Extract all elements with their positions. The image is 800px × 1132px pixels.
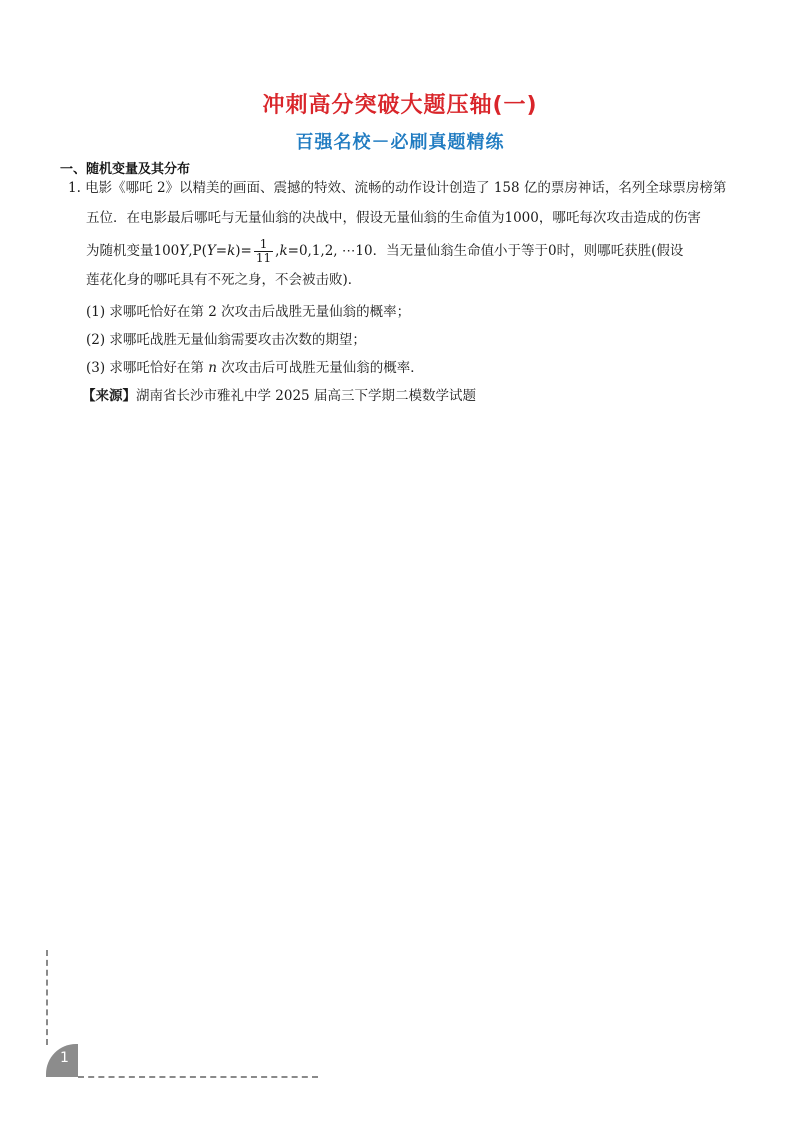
source-line [82, 386, 476, 406]
var-y-2: Y [206, 243, 216, 259]
question-3 [86, 358, 424, 378]
line3-prefix: 为随机变量100 [86, 243, 180, 259]
source-text: 湖南省长沙市雅礼中学 2025 届高三下学期二模数学试题 [136, 388, 476, 404]
corner-dashed-horizontal [78, 1076, 318, 1078]
fraction-denominator: 11 [255, 251, 272, 265]
page-number-badge [46, 1044, 78, 1077]
page-title: 冲刺高分突破大题压轴(一) [262, 93, 538, 118]
problem-line-3 [86, 238, 683, 265]
var-k-2: k [279, 243, 288, 259]
var-y: Y [179, 243, 189, 259]
q3-prefix: (3) 求哪吒恰好在第 [86, 360, 204, 376]
page-subtitle: 百强名校－必刷真题精练 [295, 132, 505, 153]
line3-suffix: =0,1,2, ⋯10．当无量仙翁生命值小于等于0时，则哪吒获胜(假设 [287, 243, 684, 259]
problem-line-4: 莲花化身的哪吒具有不死之身，不会被击败)． [86, 272, 362, 288]
source-tag: 【来源】 [82, 388, 136, 404]
q3-suffix: 次攻击后可战胜无量仙翁的概率． [221, 360, 424, 376]
question-1: (1) 求哪吒恰好在第 2 次攻击后战胜无量仙翁的概率； [86, 304, 411, 320]
problem-line-2: 五位．在电影最后哪吒与无量仙翁的决战中，假设无量仙翁的生命值为1000，哪吒每次攻击造成的伤害 [86, 210, 701, 226]
prob-close: )= [235, 243, 252, 259]
prob-open: ,P( [188, 243, 207, 259]
eq-sign: = [215, 243, 228, 259]
problem-line-1: 1. 电影《哪吒 2》以精美的画面、震撼的特效、流畅的动作设计创造了 158 亿的票房神话，名列全球票房榜第 [68, 180, 727, 196]
page-number: 1 [60, 1050, 69, 1066]
var-k: k [227, 243, 236, 259]
fraction-numerator: 1 [254, 238, 273, 252]
comma: , [275, 243, 280, 259]
question-2: (2) 求哪吒战胜无量仙翁需要攻击次数的期望； [86, 332, 366, 348]
section-heading: 一、随机变量及其分布 [60, 162, 191, 177]
var-n: n [208, 360, 217, 376]
fraction [254, 238, 273, 265]
corner-dashed-vertical [46, 950, 48, 1045]
